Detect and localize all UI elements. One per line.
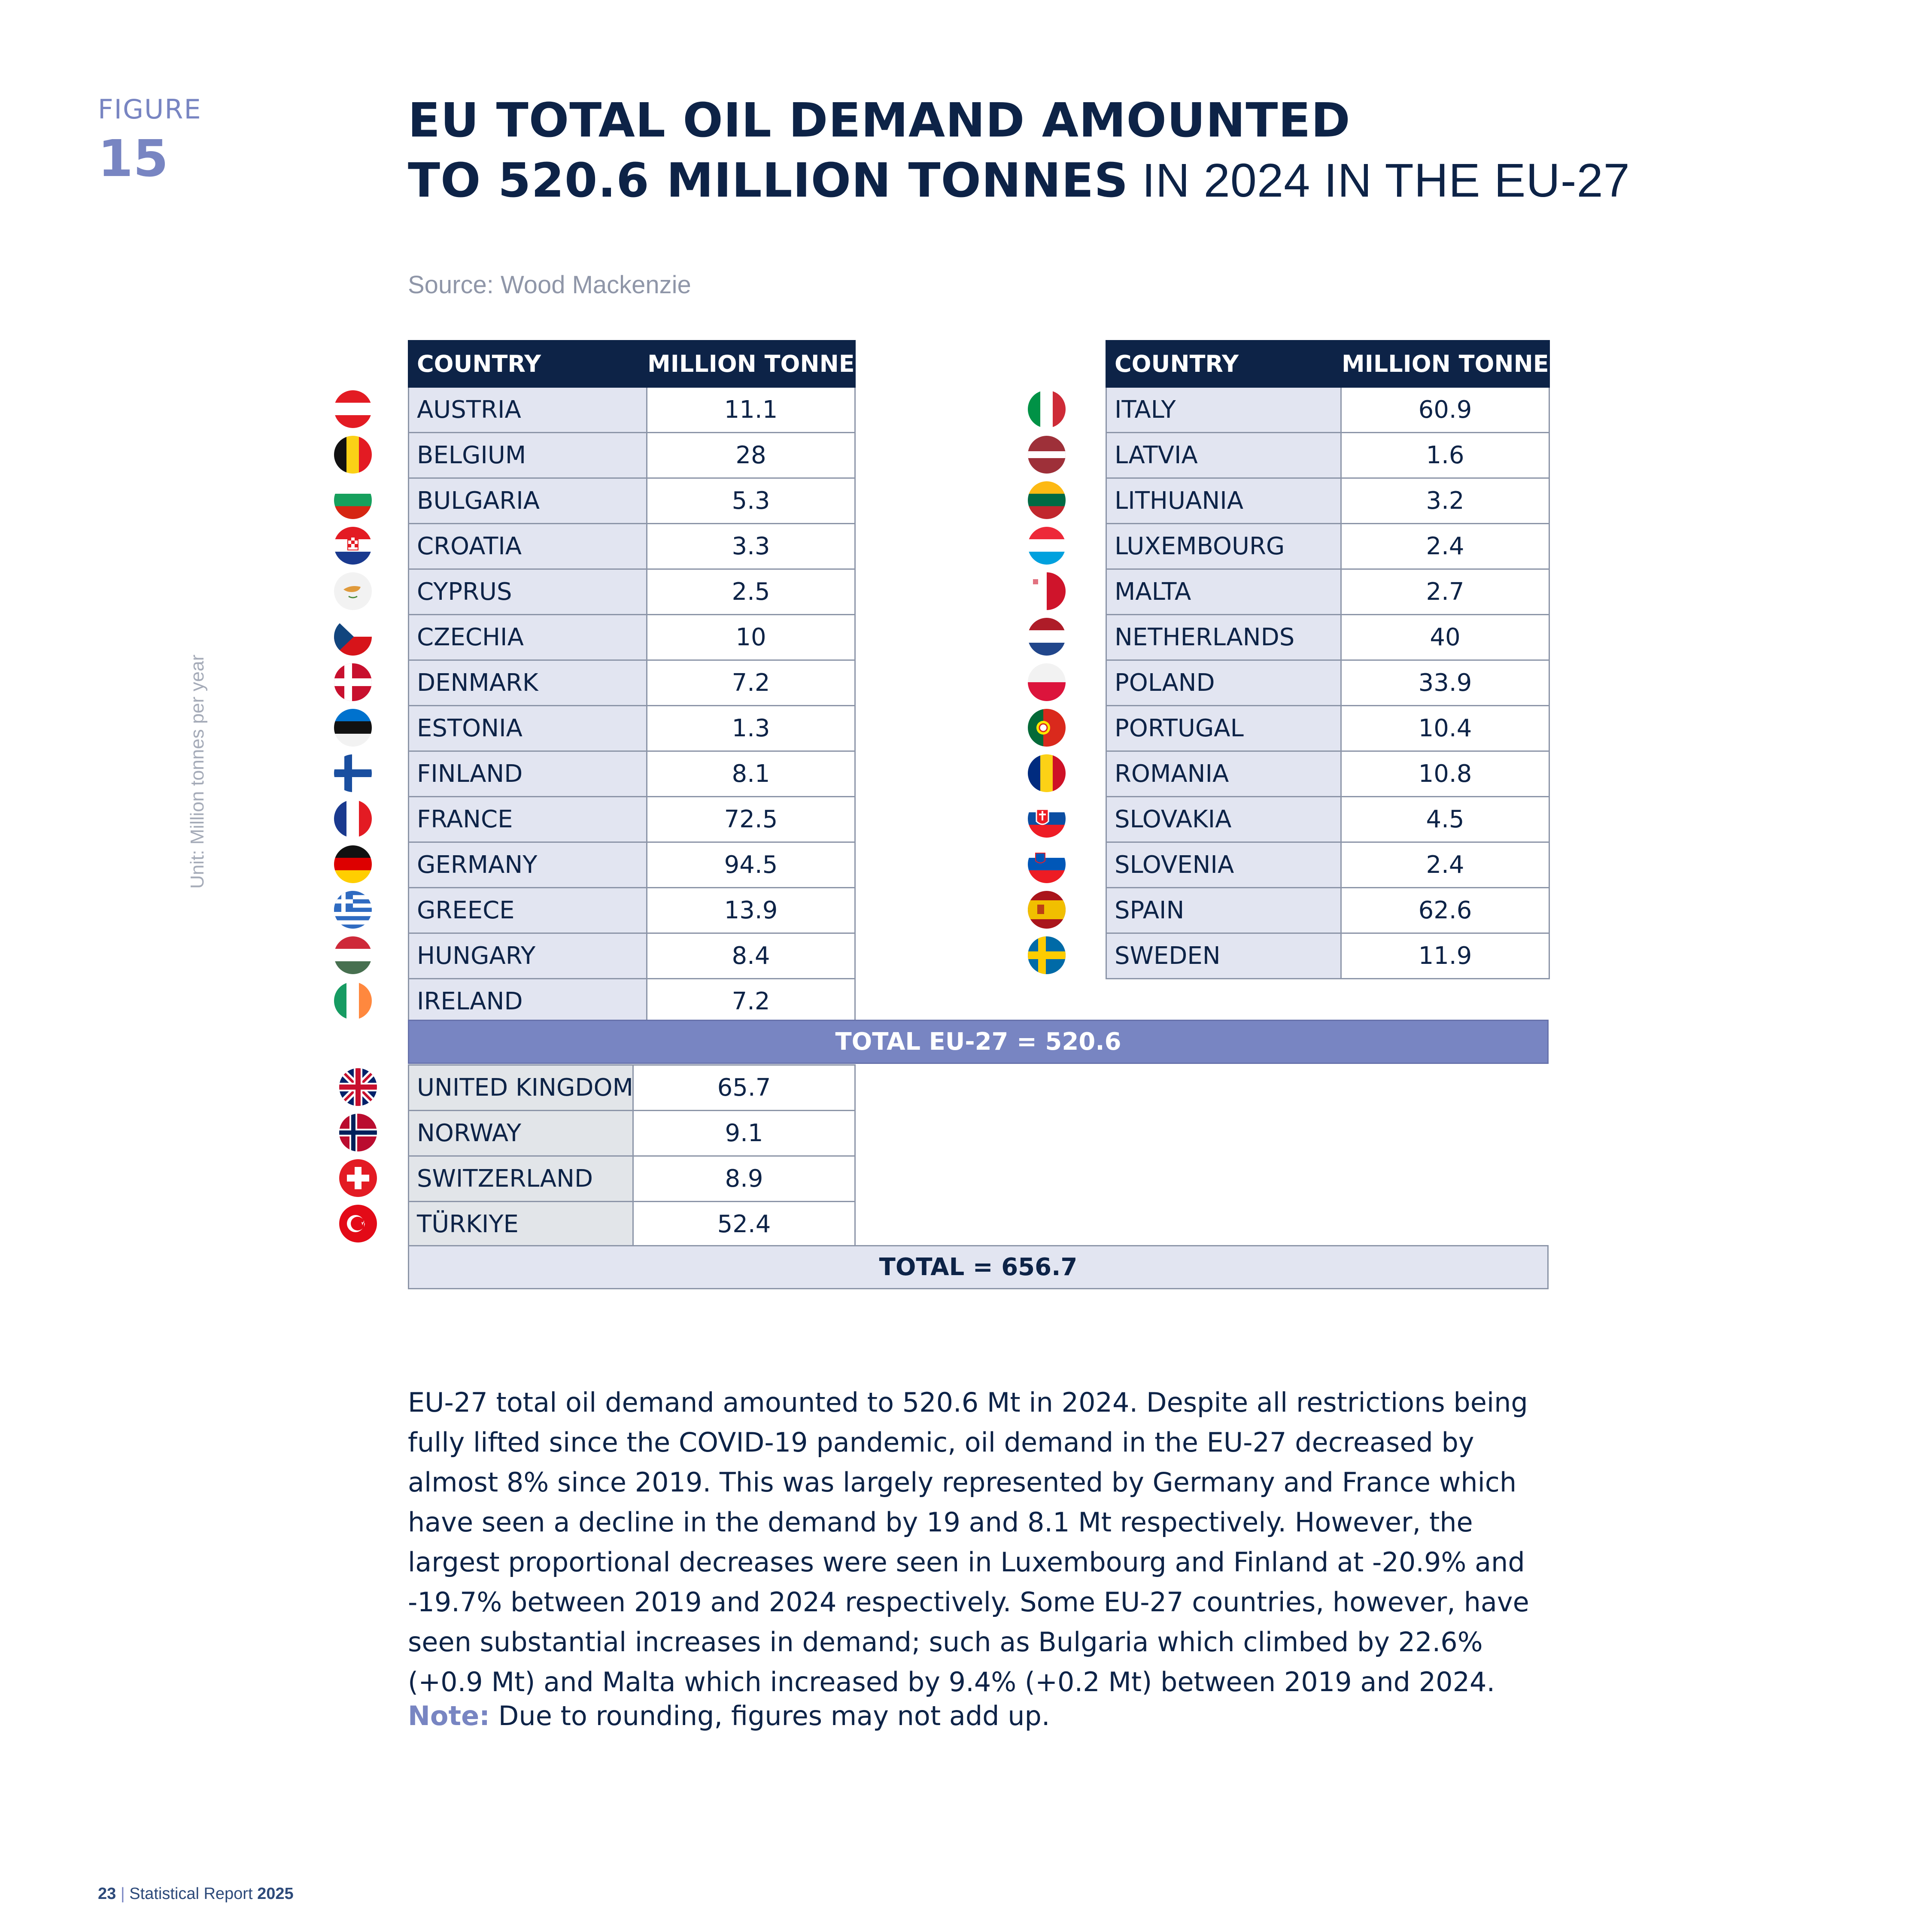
cyprus-flag-icon <box>334 572 372 610</box>
table-row <box>409 933 855 979</box>
table-header-row <box>409 341 855 387</box>
table-row <box>1106 706 1549 751</box>
value-header: MILLION TONNES <box>1341 341 1549 387</box>
value-cell: 4.5 <box>1341 797 1549 842</box>
country-cell: DENMARK <box>409 660 647 706</box>
lithuania-flag-icon <box>1028 481 1066 519</box>
country-cell: PORTUGAL <box>1106 706 1341 751</box>
country-cell: ITALY <box>1106 387 1341 433</box>
value-cell: 65.7 <box>633 1065 855 1111</box>
country-cell: LATVIA <box>1106 433 1341 478</box>
table-row <box>1106 615 1549 660</box>
country-cell: SLOVENIA <box>1106 842 1341 888</box>
source-note: Source: Wood Mackenzie <box>408 271 691 299</box>
table-row <box>409 888 855 933</box>
table-row <box>1106 933 1549 979</box>
value-cell: 40 <box>1341 615 1549 660</box>
table-row <box>1106 387 1549 433</box>
czechia-flag-icon <box>334 618 372 656</box>
eu-table-left <box>408 340 872 1025</box>
page-footer <box>98 1885 294 1903</box>
eu-table-left-body <box>409 387 855 1024</box>
country-cell: UNITED KINGDOM <box>409 1065 633 1111</box>
value-cell: 1.6 <box>1341 433 1549 478</box>
country-cell: SWEDEN <box>1106 933 1341 979</box>
value-cell: 62.6 <box>1341 888 1549 933</box>
poland-flag-icon <box>1028 663 1066 701</box>
finland-flag-icon <box>334 754 372 792</box>
value-cell: 28 <box>647 433 855 478</box>
value-cell: 2.7 <box>1341 569 1549 615</box>
eu-table-right-body <box>1106 387 1549 979</box>
table-row <box>1106 569 1549 615</box>
table-row <box>409 478 855 524</box>
table-row <box>1106 478 1549 524</box>
value-cell: 2.5 <box>647 569 855 615</box>
malta-flag-icon <box>1028 572 1066 610</box>
united-kingdom-flag-icon <box>339 1068 377 1106</box>
table-row <box>409 979 855 1024</box>
table-row <box>409 524 855 569</box>
value-cell: 8.1 <box>647 751 855 797</box>
value-cell: 8.9 <box>633 1156 855 1202</box>
ireland-flag-icon <box>334 982 372 1020</box>
country-cell: CZECHIA <box>409 615 647 660</box>
country-cell: NORWAY <box>409 1111 633 1156</box>
rounding-note <box>408 1700 1050 1732</box>
value-cell: 94.5 <box>647 842 855 888</box>
table-row <box>409 569 855 615</box>
non-eu-table <box>408 1064 856 1248</box>
sweden-flag-icon <box>1028 936 1066 974</box>
value-cell: 3.3 <box>647 524 855 569</box>
country-cell: LITHUANIA <box>1106 478 1341 524</box>
table-row <box>409 387 855 433</box>
report-name: Statistical Report <box>129 1885 258 1903</box>
page-number: 23 <box>98 1885 116 1903</box>
netherlands-flag-icon <box>1028 618 1066 656</box>
value-cell: 13.9 <box>647 888 855 933</box>
turkiye-flag-icon <box>339 1205 377 1242</box>
page-title-line1: EU TOTAL OIL DEMAND AMOUNTED <box>408 93 1351 148</box>
value-header: MILLION TONNES <box>647 341 855 387</box>
country-cell: FRANCE <box>409 797 647 842</box>
table-row <box>409 1156 855 1202</box>
value-cell: 7.2 <box>647 660 855 706</box>
romania-flag-icon <box>1028 754 1066 792</box>
table-row <box>409 615 855 660</box>
latvia-flag-icon <box>1028 436 1066 474</box>
country-header: COUNTRY <box>1106 341 1341 387</box>
country-header: COUNTRY <box>409 341 647 387</box>
country-cell: BELGIUM <box>409 433 647 478</box>
table-row <box>1106 797 1549 842</box>
value-cell: 10.8 <box>1341 751 1549 797</box>
note-label: Note: <box>408 1700 490 1732</box>
figure-number: 15 <box>98 129 169 188</box>
value-cell: 8.4 <box>647 933 855 979</box>
country-cell: GERMANY <box>409 842 647 888</box>
slovakia-flag-icon <box>1028 800 1066 838</box>
italy-flag-icon <box>1028 390 1066 428</box>
country-cell: CROATIA <box>409 524 647 569</box>
table-header-row <box>1106 341 1549 387</box>
belgium-flag-icon <box>334 436 372 474</box>
value-cell: 10.4 <box>1341 706 1549 751</box>
non-eu-table-body <box>409 1065 855 1247</box>
title-light-part: IN 2024 IN THE EU-27 <box>1128 154 1630 207</box>
table-row <box>409 433 855 478</box>
slovenia-flag-icon <box>1028 845 1066 883</box>
portugal-flag-icon <box>1028 709 1066 747</box>
country-cell: TÜRKIYE <box>409 1202 633 1247</box>
table-row <box>1106 524 1549 569</box>
croatia-flag-icon <box>334 527 372 565</box>
table-row <box>409 842 855 888</box>
country-cell: POLAND <box>1106 660 1341 706</box>
value-cell: 9.1 <box>633 1111 855 1156</box>
value-cell: 11.9 <box>1341 933 1549 979</box>
table-row <box>1106 660 1549 706</box>
table-row <box>1106 751 1549 797</box>
table-row <box>409 1111 855 1156</box>
estonia-flag-icon <box>334 709 372 747</box>
country-cell: GREECE <box>409 888 647 933</box>
denmark-flag-icon <box>334 663 372 701</box>
table-row <box>409 797 855 842</box>
country-cell: SLOVAKIA <box>1106 797 1341 842</box>
country-cell: ROMANIA <box>1106 751 1341 797</box>
value-cell: 60.9 <box>1341 387 1549 433</box>
country-cell: HUNGARY <box>409 933 647 979</box>
luxembourg-flag-icon <box>1028 527 1066 565</box>
country-cell: ESTONIA <box>409 706 647 751</box>
table-row <box>409 751 855 797</box>
value-cell: 52.4 <box>633 1202 855 1247</box>
value-cell: 3.2 <box>1341 478 1549 524</box>
greece-flag-icon <box>334 891 372 929</box>
body-paragraph <box>408 1382 1550 1702</box>
body-paragraph-text: EU-27 total oil demand amounted to 520.6 Mt in 2024. Despite all restrictions being fully lifted since the COVID-19 pandemic, oil demand in the EU-27 decreased by almost 8% since 2019. This was largely represented by Germany and France which have seen a decline in the demand by 19 and 8.1 Mt respectively. However, the largest proportional decreases were seen in Luxembourg and Finland at -20.9% and -19.7% between 2019 and 2024 respectively. Some EU-27 countries, however, have seen substantial increases in demand; such as Bulgaria which climbed by 22.6% (+0.9 Mt) and Malta which increased by 9.4% (+0.2 Mt) between 2019 and 2024. <box>408 1387 1529 1698</box>
note-text: Due to rounding, figures may not add up. <box>489 1700 1050 1732</box>
report-year: 2025 <box>257 1885 294 1903</box>
country-cell: NETHERLANDS <box>1106 615 1341 660</box>
value-cell: 72.5 <box>647 797 855 842</box>
switzerland-flag-icon <box>339 1159 377 1197</box>
germany-flag-icon <box>334 845 372 883</box>
country-cell: SWITZERLAND <box>409 1156 633 1202</box>
table-row <box>1106 433 1549 478</box>
table-row <box>1106 842 1549 888</box>
value-cell: 5.3 <box>647 478 855 524</box>
value-cell: 2.4 <box>1341 842 1549 888</box>
unit-label: Unit: Million tonnes per year <box>187 654 208 889</box>
country-cell: FINLAND <box>409 751 647 797</box>
country-cell: BULGARIA <box>409 478 647 524</box>
country-cell: AUSTRIA <box>409 387 647 433</box>
grand-total-row: TOTAL = 656.7 <box>408 1245 1549 1289</box>
value-cell: 10 <box>647 615 855 660</box>
country-cell: CYPRUS <box>409 569 647 615</box>
country-cell: IRELAND <box>409 979 647 1024</box>
france-flag-icon <box>334 800 372 838</box>
table-row <box>1106 888 1549 933</box>
footer-separator: | <box>116 1885 130 1903</box>
value-cell: 11.1 <box>647 387 855 433</box>
country-cell: LUXEMBOURG <box>1106 524 1341 569</box>
table-row <box>409 1065 855 1111</box>
value-cell: 2.4 <box>1341 524 1549 569</box>
spain-flag-icon <box>1028 891 1066 929</box>
norway-flag-icon <box>339 1114 377 1151</box>
eu-table-right <box>1106 340 1566 979</box>
value-cell: 7.2 <box>647 979 855 1024</box>
austria-flag-icon <box>334 390 372 428</box>
table-row <box>409 706 855 751</box>
country-cell: MALTA <box>1106 569 1341 615</box>
eu-total-row: TOTAL EU-27 = 520.6 <box>408 1020 1549 1064</box>
value-cell: 33.9 <box>1341 660 1549 706</box>
value-cell: 1.3 <box>647 706 855 751</box>
table-row <box>409 660 855 706</box>
table-row <box>409 1202 855 1247</box>
figure-label: FIGURE <box>98 94 202 125</box>
title-bold-part: TO 520.6 MILLION TONNES <box>408 153 1129 208</box>
page-title-line2 <box>408 150 1630 211</box>
bulgaria-flag-icon <box>334 481 372 519</box>
hungary-flag-icon <box>334 936 372 974</box>
country-cell: SPAIN <box>1106 888 1341 933</box>
